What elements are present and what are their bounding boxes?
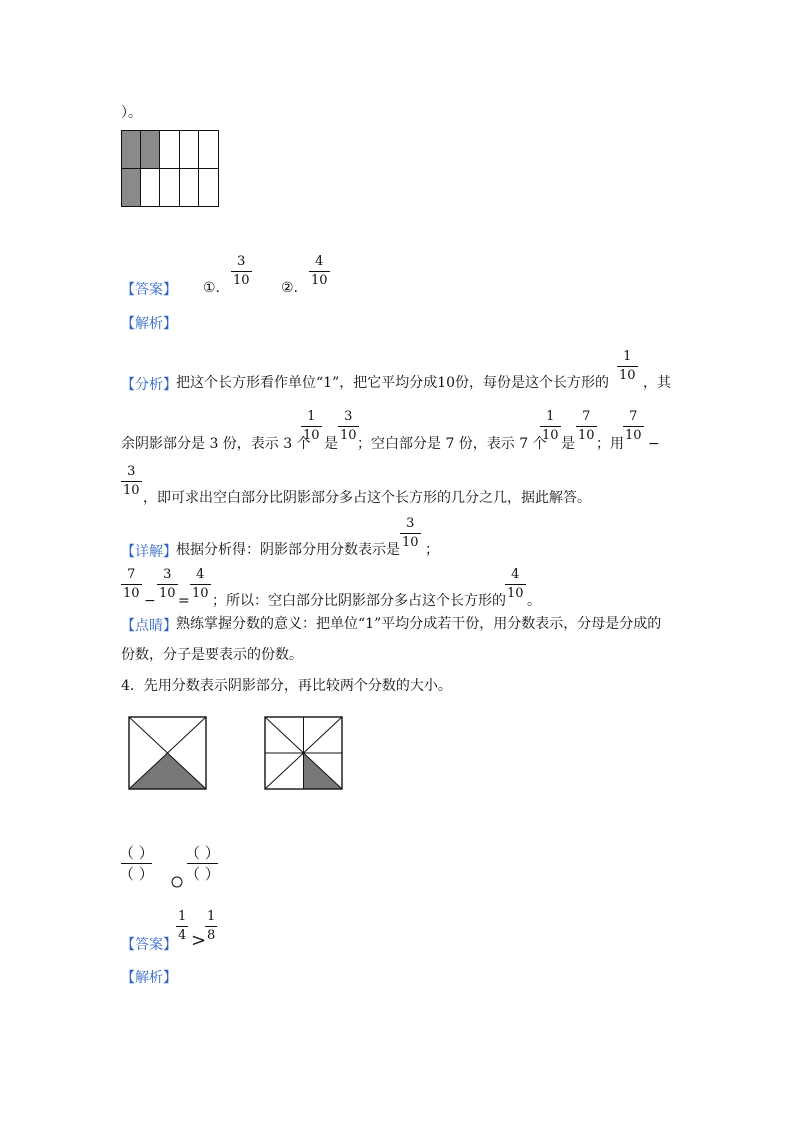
fenxi-fraction-5: 7 10 [578,409,595,443]
dianjing-line2: 份数，分子是要表示的份数。 [121,647,303,663]
xiangjie-tag: 【详解】 [121,544,177,560]
blank-fraction-left[interactable]: （ ） （ ） [119,844,154,883]
equation-fraction-c: 4 10 [192,567,209,601]
answer2-greater-than: > [191,930,207,951]
fenxi-line2-c: ；空白部分是 7 份，表示 7 个 [357,436,547,452]
fenxi-fraction-2: 1 10 [303,409,320,443]
answer-item2-label: ②. [281,280,299,296]
fenxi-line2-minus: − [648,436,660,452]
analysis-tag: 【解析】 [121,316,177,332]
analysis-tag-2: 【解析】 [121,970,177,986]
dianjing-line1: 熟练掌握分数的意义：把单位“1”平均分成若干份，用分数表示，分母是分成的 [176,616,662,632]
answer2-tag: 【答案】 [121,937,177,953]
fenxi-line2-a: 余阴影部分是 3 份，表示 3 个 [121,436,311,452]
fenxi-tag: 【分析】 [121,377,177,393]
equation-minus: − [144,593,156,609]
fenxi-fraction-4: 1 10 [542,409,559,443]
grid-cell [160,169,179,207]
shaded-quarter [129,753,206,789]
fenxi-fraction-7: 3 10 [123,464,140,498]
fenxi-line2-d: 是 [561,436,575,452]
answer-fraction-1: 3 10 [233,254,250,288]
fenxi-line3: ，即可求出空白部分比阴影部分多占这个长方形的几分之几，据此解答。 [143,490,591,506]
fenxi-fraction-1: 1 10 [619,349,636,383]
grid-cell [160,131,179,169]
compare-circle-blank[interactable] [171,876,183,888]
question-4-text: 4．先用分数表示阴影部分，再比较两个分数的大小。 [121,678,452,694]
xiangjie-line2: ；所以：空白部分比阴影部分多占这个长方形的 [212,593,506,609]
grid-cell [199,131,218,169]
answer2-fraction-b: 1 8 [207,909,216,943]
square-figure-quarters [128,716,207,790]
fenxi-fraction-6: 7 10 [625,409,642,443]
fenxi-line1-end: ，其 [643,375,671,391]
rectangle-grid-figure [121,130,219,207]
grid-cell [122,131,141,169]
answer-fraction-2: 4 10 [311,254,328,288]
equation-fraction-a: 7 10 [123,567,140,601]
fenxi-line2-b: 是 [324,436,338,452]
xiangjie-line1: 根据分析得：阴影部分用分数表示是 [176,542,400,558]
answer2-fraction-a: 1 4 [178,909,187,943]
fenxi-line2-e: ；用 [596,436,624,452]
equation-equals: = [178,593,190,609]
grid-cell [141,131,160,169]
xiangjie-fraction-2: 4 10 [507,567,524,601]
answer-tag: 【答案】 [121,282,177,298]
dianjing-tag: 【点睛】 [121,618,177,634]
grid-cell [199,169,218,207]
xiangjie-fraction-1: 3 10 [402,516,419,550]
blank-fraction-right[interactable]: （ ） （ ） [185,844,220,883]
square-figure-eighths [264,716,343,790]
grid-cell [122,169,141,207]
xiangjie-line1-end: ； [425,542,439,558]
fenxi-line1: 把这个长方形看作单位“1”，把它平均分成10份，每份是这个长方形的 [176,375,610,391]
answer-item1-label: ①. [203,280,221,296]
grid-cell [180,131,199,169]
grid-cell [180,169,199,207]
grid-cell [141,169,160,207]
fenxi-fraction-3: 3 10 [340,409,357,443]
xiangjie-line2-end: 。 [527,593,541,609]
top-fragment: ）。 [121,105,142,121]
equation-fraction-b: 3 10 [159,567,176,601]
